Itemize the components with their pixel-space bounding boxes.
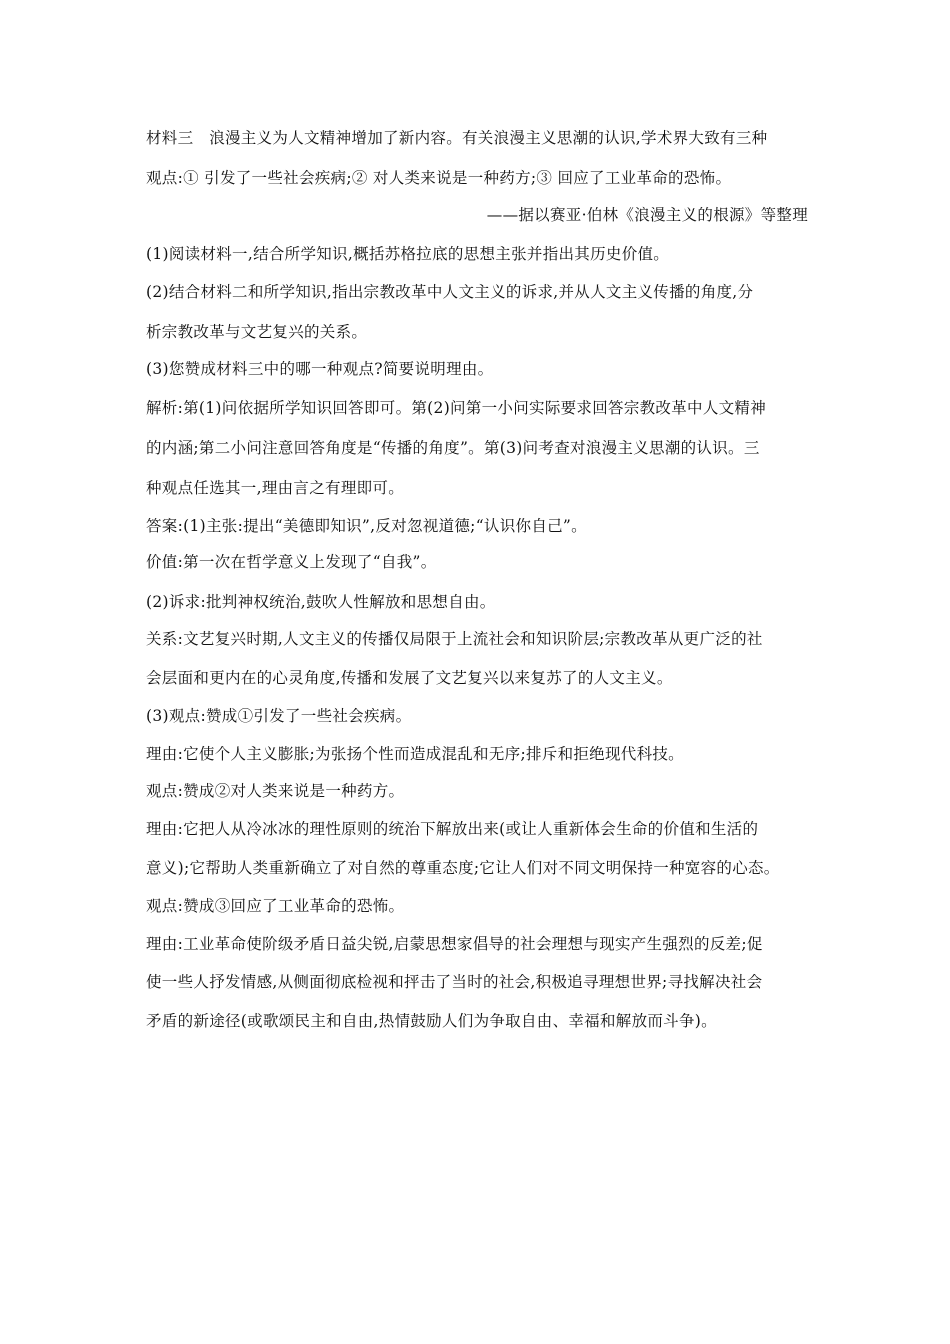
- answer-3-reason-3: 使一些人抒发情感,从侧面彻底检视和抨击了当时的社会,积极追寻理想世界;寻找解决社会: [146, 973, 763, 991]
- question-2: (2)结合材料二和所学知识,指出宗教改革中人文主义的诉求,并从人文主义传播的角度,分: [146, 283, 754, 301]
- answer-3-view-1: (3)观点:赞成①引发了一些社会疾病。: [146, 707, 412, 725]
- answer-2-relation: 关系:文艺复兴时期,人文主义的传播仅局限于上流社会和知识阶层;宗教改革从更广泛的社: [146, 630, 763, 648]
- answer-3-reason-3: 理由:工业革命使阶级矛盾日益尖锐,启蒙思想家倡导的社会理想与现实产生强烈的反差;促: [146, 935, 763, 953]
- answer-3-reason-2: 理由:它把人从冷冰冰的理性原则的统治下解放出来(或让人重新体会生命的价值和生活的: [146, 820, 759, 838]
- answer-3-reason-2: 意义);它帮助人类重新确立了对自然的尊重态度;它让人们对不同文明保持一种宽容的心态。: [146, 859, 780, 877]
- material3-text: 材料三 浪漫主义为人文精神增加了新内容。有关浪漫主义思潮的认识,学术界大致有三种: [146, 129, 768, 147]
- material3-text: 观点:① 引发了一些社会疾病;② 对人类来说是一种药方;③ 回应了工业革命的恐怖。: [146, 169, 732, 187]
- analysis-text: 解析:第(1)问依据所学知识回答即可。第(2)问第一小问实际要求回答宗教改革中人文精神: [146, 399, 767, 417]
- answer-1-value: 价值:第一次在哲学意义上发现了“自我”。: [146, 553, 437, 571]
- question-3: (3)您赞成材料三中的哪一种观点?简要说明理由。: [146, 360, 494, 378]
- question-2: 析宗教改革与文艺复兴的关系。: [146, 323, 368, 341]
- answer-2-demand: (2)诉求:批判神权统治,鼓吹人性解放和思想自由。: [146, 593, 496, 611]
- material3-source: ——据以赛亚·伯林《浪漫主义的根源》等整理: [486, 206, 808, 224]
- answer-1-claim: 答案:(1)主张:提出“美德即知识”,反对忽视道德;“认识你自己”。: [146, 517, 587, 535]
- analysis-text: 的内涵;第二小问注意回答角度是“传播的角度”。第(3)问考查对浪漫主义思潮的认识。三: [146, 439, 760, 457]
- answer-3-view-2: 观点:赞成②对人类来说是一种药方。: [146, 782, 405, 800]
- question-1: (1)阅读材料一,结合所学知识,概括苏格拉底的思想主张并指出其历史价值。: [146, 245, 670, 263]
- answer-3-reason-1: 理由:它使个人主义膨胀;为张扬个性而造成混乱和无序;排斥和拒绝现代科技。: [146, 745, 684, 763]
- answer-3-view-3: 观点:赞成③回应了工业革命的恐怖。: [146, 897, 405, 915]
- analysis-text: 种观点任选其一,理由言之有理即可。: [146, 479, 405, 497]
- answer-3-reason-3: 矛盾的新途径(或歌颂民主和自由,热情鼓励人们为争取自由、幸福和解放而斗争)。: [146, 1012, 717, 1030]
- answer-2-relation: 会层面和更内在的心灵角度,传播和发展了文艺复兴以来复苏了的人文主义。: [146, 669, 673, 687]
